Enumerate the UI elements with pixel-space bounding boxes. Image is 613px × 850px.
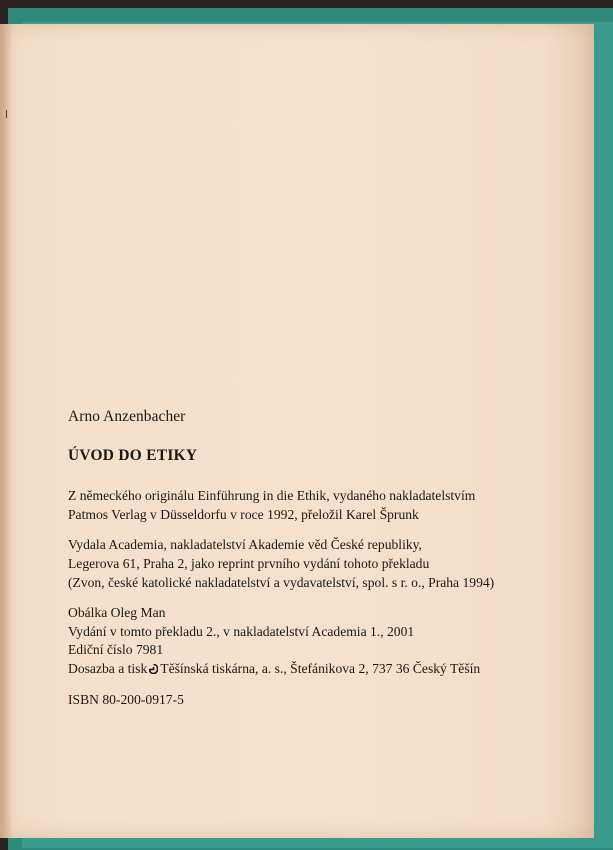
printer-logo-icon (149, 664, 158, 674)
publisher-note-line: Legerova 61, Praha 2, jako reprint prvního vydání tohoto překladu (68, 555, 430, 571)
book-title: ÚVOD DO ETIKY (68, 446, 198, 464)
edition-info (68, 604, 538, 678)
translation-note-line: Z německého originálu Einführung in die Ethik, vydaného nakladatelstvím (68, 488, 476, 504)
printing-rest: Těšínská tiskárna, a. s., Štefánikova 2, 737 36 Český Těšín (160, 660, 481, 676)
imprint-text (68, 408, 538, 709)
translation-note-line: Patmos Verlag v Düsseldorfu v roce 1992, přeložil Karel Šprunk (68, 506, 419, 522)
author-name: Arno Anzenbacher (68, 408, 186, 425)
publisher-note (68, 536, 538, 592)
publisher-note-line: Vydala Academia, nakladatelství Akademie věd České republiky, (68, 537, 422, 553)
gutter-mark (6, 110, 7, 118)
isbn: ISBN 80-200-0917-5 (68, 691, 184, 707)
edition-number: Ediční číslo 7981 (68, 642, 164, 658)
cover-credit: Obálka Oleg Man (68, 605, 166, 621)
page-gutter-shadow (0, 24, 12, 838)
publisher-note-line: (Zvon, české katolické nakladatelství a vydavatelství, spol. s r. o., Praha 1994) (68, 574, 495, 590)
translation-note (68, 487, 538, 524)
printing-prefix: Dosazba a tisk (68, 660, 148, 676)
edition-line: Vydání v tomto překladu 2., v nakladatelství Academia 1., 2001 (68, 623, 415, 639)
printing-line (68, 660, 538, 679)
